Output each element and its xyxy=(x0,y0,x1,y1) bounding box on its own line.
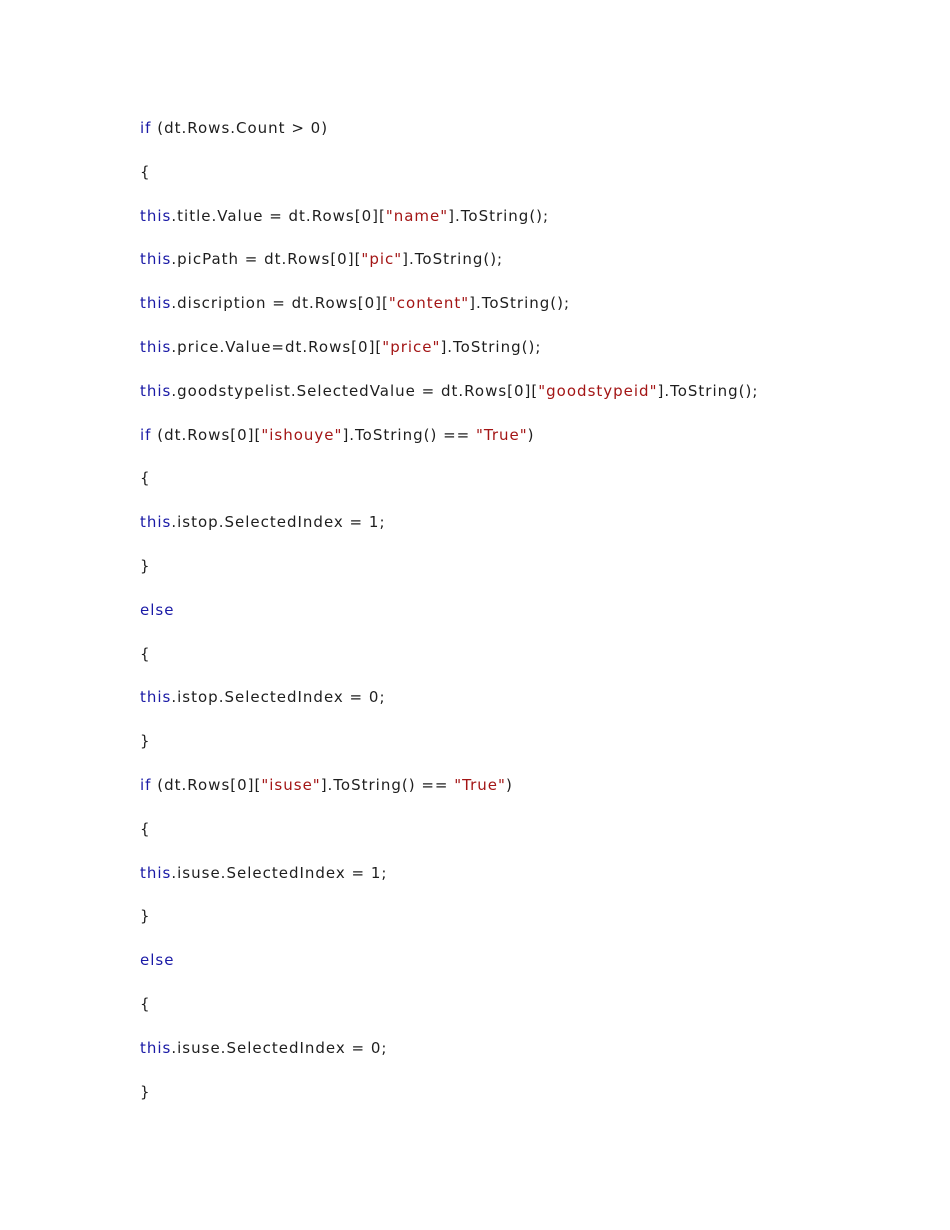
code-line xyxy=(140,116,930,160)
code-keyword: this xyxy=(140,863,172,882)
code-keyword: this xyxy=(140,206,172,225)
code-keyword: if xyxy=(140,775,152,794)
code-text: } xyxy=(140,732,151,751)
code-text: .isuse.SelectedIndex = 0; xyxy=(171,1038,388,1057)
code-line xyxy=(140,817,930,861)
code-text: ].ToString() == xyxy=(320,775,455,794)
code-text: .istop.SelectedIndex = 1; xyxy=(171,513,386,532)
code-line xyxy=(140,685,930,729)
code-text: ) xyxy=(527,425,535,444)
code-line xyxy=(140,1080,930,1124)
code-string: "goodstypeid" xyxy=(538,381,658,400)
code-keyword: else xyxy=(140,951,175,970)
code-keyword: this xyxy=(140,381,172,400)
code-keyword: this xyxy=(140,337,172,356)
code-text: ].ToString(); xyxy=(448,206,550,225)
code-keyword: this xyxy=(140,250,172,269)
code-keyword: this xyxy=(140,513,172,532)
code-line xyxy=(140,729,930,773)
code-line xyxy=(140,642,930,686)
code-string: "pic" xyxy=(361,250,403,269)
code-text: (dt.Rows[0][ xyxy=(151,425,262,444)
code-block xyxy=(140,116,930,1123)
code-line xyxy=(140,861,930,905)
code-line xyxy=(140,904,930,948)
code-text: ].ToString(); xyxy=(402,250,504,269)
code-line xyxy=(140,466,930,510)
code-line xyxy=(140,379,930,423)
code-keyword: this xyxy=(140,294,172,313)
code-keyword: this xyxy=(140,1038,172,1057)
code-text: .istop.SelectedIndex = 0; xyxy=(171,688,386,707)
code-text: } xyxy=(140,1082,151,1101)
code-keyword: else xyxy=(140,600,175,619)
code-text: { xyxy=(140,994,151,1013)
code-line xyxy=(140,1036,930,1080)
code-text: .discription = dt.Rows[0][ xyxy=(171,294,389,313)
code-keyword: if xyxy=(140,425,152,444)
code-string: "price" xyxy=(382,337,441,356)
code-line xyxy=(140,948,930,992)
code-text: .price.Value=dt.Rows[0][ xyxy=(171,337,383,356)
code-line xyxy=(140,423,930,467)
code-line xyxy=(140,291,930,335)
code-text: ].ToString() == xyxy=(342,425,476,444)
code-text: { xyxy=(140,644,151,663)
code-line xyxy=(140,247,930,291)
code-line xyxy=(140,510,930,554)
code-line xyxy=(140,554,930,598)
code-string: "content" xyxy=(388,294,470,313)
code-text: { xyxy=(140,469,151,488)
code-line xyxy=(140,204,930,248)
code-text: (dt.Rows.Count > 0) xyxy=(151,119,329,137)
code-text: ].ToString(); xyxy=(657,381,759,400)
code-text: .picPath = dt.Rows[0][ xyxy=(171,250,362,269)
code-text: { xyxy=(140,162,151,181)
code-string: "True" xyxy=(454,775,506,794)
code-text: ) xyxy=(505,775,513,794)
code-line xyxy=(140,335,930,379)
code-string: "ishouye" xyxy=(261,425,343,444)
code-line xyxy=(140,773,930,817)
code-keyword: if xyxy=(140,119,152,137)
code-text: (dt.Rows[0][ xyxy=(151,775,262,794)
code-text: .goodstypelist.SelectedValue = dt.Rows[0][ xyxy=(171,381,539,400)
code-line xyxy=(140,160,930,204)
code-string: "name" xyxy=(385,206,449,225)
code-string: "True" xyxy=(476,425,528,444)
code-keyword: this xyxy=(140,688,172,707)
code-string: "isuse" xyxy=(261,775,321,794)
code-text: .title.Value = dt.Rows[0][ xyxy=(171,206,386,225)
code-line xyxy=(140,992,930,1036)
code-text: } xyxy=(140,556,151,575)
code-text: ].ToString(); xyxy=(440,337,542,356)
code-text: ].ToString(); xyxy=(469,294,571,313)
code-text: } xyxy=(140,907,151,926)
code-text: .isuse.SelectedIndex = 1; xyxy=(171,863,388,882)
code-text: { xyxy=(140,819,151,838)
code-line xyxy=(140,598,930,642)
